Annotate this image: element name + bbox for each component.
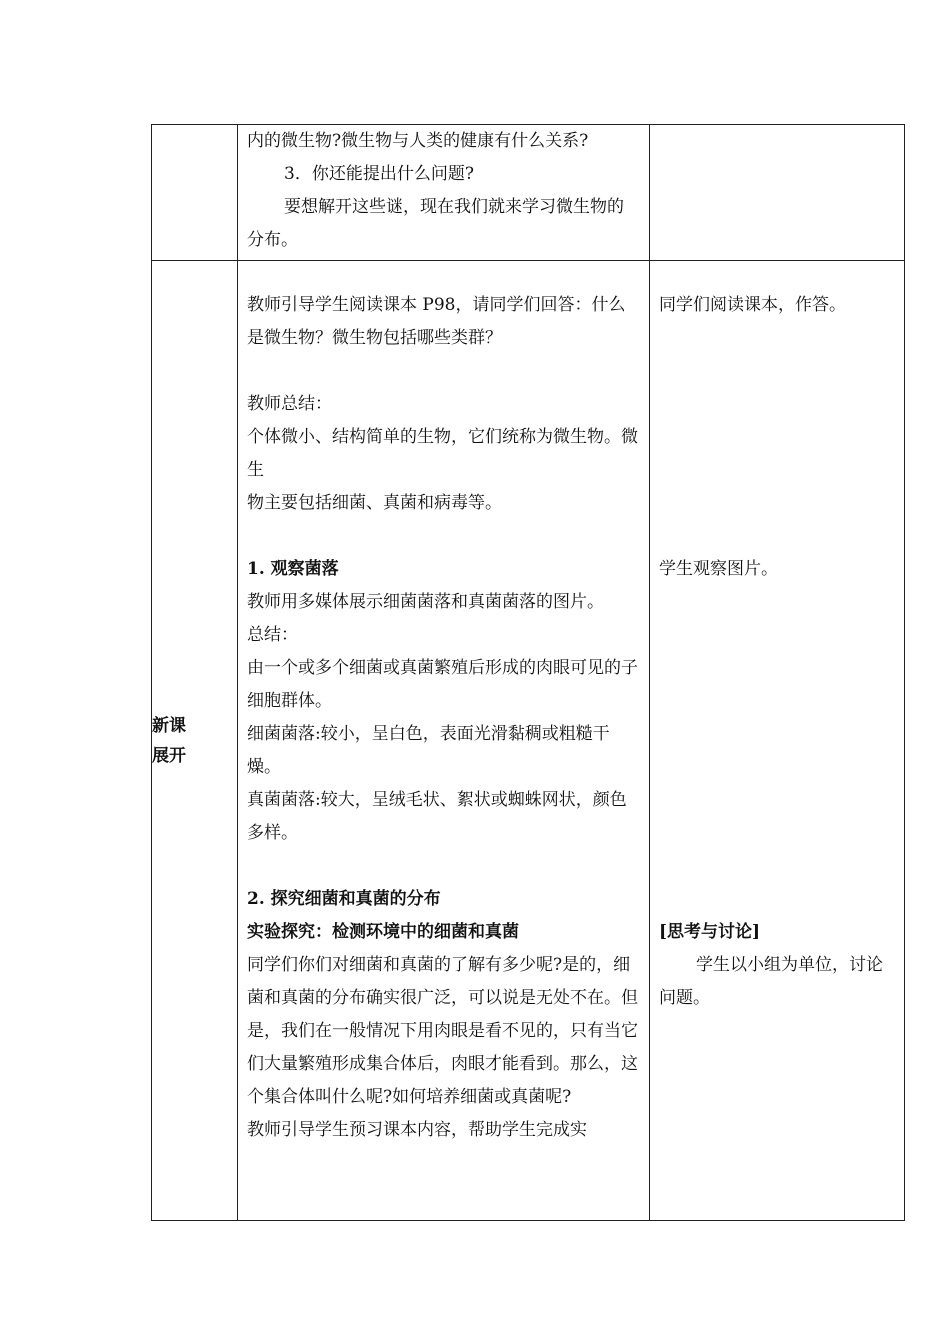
stage-label-line-1: 新课 xyxy=(152,715,186,736)
stage-cell xyxy=(152,261,238,1221)
intro-line-3: 要想解开这些谜，现在我们就来学习微生物的分布。 xyxy=(247,197,624,250)
teacher-activity-cell xyxy=(238,125,650,261)
table-row-new-lesson xyxy=(152,261,905,1221)
intro-line-2: 3．你还能提出什么问题? xyxy=(284,164,474,184)
section-2-last-line: 教师引导学生预习课本内容，帮助学生完成实 xyxy=(247,1120,587,1140)
fungi-colony-text: 真菌菌落:较大，呈绒毛状、絮状或蜘蛛网状，颜色多样。 xyxy=(247,790,627,843)
intro-line-1: 内的微生物?微生物与人类的健康有什么关系? xyxy=(247,131,589,151)
stage-label-line-2: 展开 xyxy=(152,745,186,766)
table-row-intro xyxy=(152,125,905,261)
teacher-activity-cell xyxy=(238,261,650,1221)
section-1-text: 教师用多媒体展示细菌菌落和真菌菌落的图片。 xyxy=(247,592,604,612)
bacteria-colony-text: 细菌菌落:较小，呈白色，表面光滑黏稠或粗糙干燥。 xyxy=(247,724,610,777)
section-2-text: 同学们你们对细菌和真菌的了解有多少呢?是的，细菌和真菌的分布确实很广泛，可以说是无处不在。但是，我们在一般情况下用肉眼是看不见的，只有当它们大量繁殖形成集合体后，肉眼才能看到。那么，这个集合体叫什么呢?如何培养细菌或真菌呢? xyxy=(247,955,638,1107)
section-2-title: 2. 探究细菌和真菌的分布 xyxy=(247,889,441,909)
student-activity-cell-empty xyxy=(650,125,905,261)
section-1-title: 1. 观察菌落 xyxy=(247,559,339,579)
teacher-intro: 教师引导学生阅读课本 P98，请同学们回答：什么是微生物？微生物包括哪些类群？ xyxy=(247,295,626,348)
summary-text-1: 个体微小、结构简单的生物，它们统称为微生物。微生 xyxy=(247,427,638,480)
student-activity-cell xyxy=(650,261,905,1221)
summary-label: 教师总结： xyxy=(247,394,332,414)
lesson-plan-table xyxy=(151,124,905,1221)
section-1-summary-text: 由一个或多个细菌或真菌繁殖后形成的肉眼可见的子细胞群体。 xyxy=(247,658,638,711)
section-1-summary-label: 总结： xyxy=(247,625,298,645)
discussion-text: 学生以小组为单位，讨论问题。 xyxy=(659,955,883,1008)
summary-text-2: 物主要包括细菌、真菌和病毒等。 xyxy=(247,493,502,513)
discussion-title: [思考与讨论] xyxy=(659,922,761,942)
student-observe: 学生观察图片。 xyxy=(659,559,778,579)
section-2-subtitle: 实验探究：检测环境中的细菌和真菌 xyxy=(247,922,519,942)
stage-cell-empty xyxy=(152,125,238,261)
student-read: 同学们阅读课本，作答。 xyxy=(659,295,846,315)
